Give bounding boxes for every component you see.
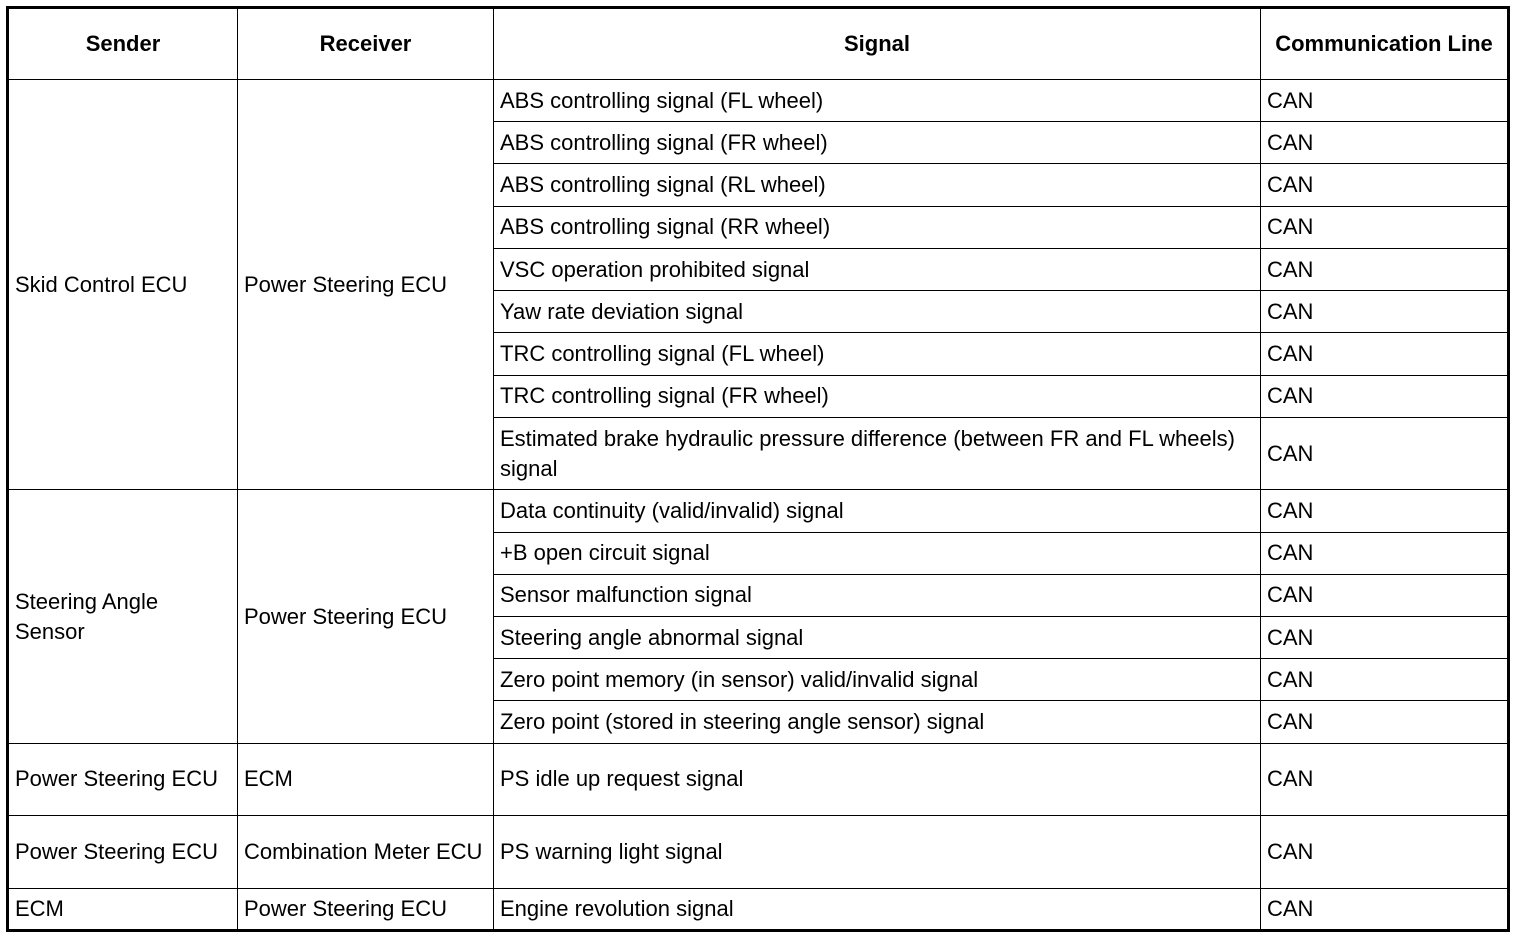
- signal-cell: ABS controlling signal (FL wheel): [494, 80, 1261, 122]
- line-cell: CAN: [1261, 122, 1509, 164]
- line-cell: CAN: [1261, 80, 1509, 122]
- sender-cell: Power Steering ECU: [8, 816, 238, 888]
- header-sender: Sender: [8, 8, 238, 80]
- signal-cell: ABS controlling signal (FR wheel): [494, 122, 1261, 164]
- signal-cell: ABS controlling signal (RR wheel): [494, 206, 1261, 248]
- sender-cell: Power Steering ECU: [8, 743, 238, 815]
- signal-cell: Engine revolution signal: [494, 888, 1261, 930]
- signal-cell: VSC operation prohibited signal: [494, 248, 1261, 290]
- line-cell: CAN: [1261, 248, 1509, 290]
- receiver-cell: Power Steering ECU: [238, 888, 494, 930]
- signal-cell: Steering angle abnormal signal: [494, 617, 1261, 659]
- line-cell: CAN: [1261, 888, 1509, 930]
- header-row: [8, 8, 1509, 80]
- line-cell: CAN: [1261, 617, 1509, 659]
- table-row: [8, 743, 1509, 815]
- signal-cell: PS warning light signal: [494, 816, 1261, 888]
- line-cell: CAN: [1261, 164, 1509, 206]
- header-receiver: Receiver: [238, 8, 494, 80]
- table-row: [8, 490, 1509, 532]
- receiver-cell: Power Steering ECU: [238, 490, 494, 743]
- can-signal-table: [6, 6, 1510, 932]
- line-cell: CAN: [1261, 659, 1509, 701]
- line-cell: CAN: [1261, 291, 1509, 333]
- sender-cell: Skid Control ECU: [8, 80, 238, 490]
- signal-cell: Estimated brake hydraulic pressure difference (between FR and FL wheels) signal: [494, 417, 1261, 489]
- signal-cell: Zero point memory (in sensor) valid/invalid signal: [494, 659, 1261, 701]
- line-cell: CAN: [1261, 417, 1509, 489]
- signal-cell: ABS controlling signal (RL wheel): [494, 164, 1261, 206]
- header-communication-line: Communication Line: [1261, 8, 1509, 80]
- table-row: [8, 888, 1509, 930]
- receiver-cell: Power Steering ECU: [238, 80, 494, 490]
- table-row: [8, 80, 1509, 122]
- signal-cell: Data continuity (valid/invalid) signal: [494, 490, 1261, 532]
- line-cell: CAN: [1261, 532, 1509, 574]
- signal-cell: PS idle up request signal: [494, 743, 1261, 815]
- table-row: [8, 816, 1509, 888]
- receiver-cell: Combination Meter ECU: [238, 816, 494, 888]
- sender-cell: ECM: [8, 888, 238, 930]
- line-cell: CAN: [1261, 490, 1509, 532]
- signal-cell: TRC controlling signal (FL wheel): [494, 333, 1261, 375]
- line-cell: CAN: [1261, 701, 1509, 743]
- line-cell: CAN: [1261, 743, 1509, 815]
- signal-cell: Sensor malfunction signal: [494, 574, 1261, 616]
- signal-cell: Yaw rate deviation signal: [494, 291, 1261, 333]
- line-cell: CAN: [1261, 206, 1509, 248]
- signal-cell: +B open circuit signal: [494, 532, 1261, 574]
- line-cell: CAN: [1261, 375, 1509, 417]
- receiver-cell: ECM: [238, 743, 494, 815]
- header-signal: Signal: [494, 8, 1261, 80]
- line-cell: CAN: [1261, 333, 1509, 375]
- line-cell: CAN: [1261, 816, 1509, 888]
- sender-cell: Steering Angle Sensor: [8, 490, 238, 743]
- signal-cell: Zero point (stored in steering angle sensor) signal: [494, 701, 1261, 743]
- signal-cell: TRC controlling signal (FR wheel): [494, 375, 1261, 417]
- line-cell: CAN: [1261, 574, 1509, 616]
